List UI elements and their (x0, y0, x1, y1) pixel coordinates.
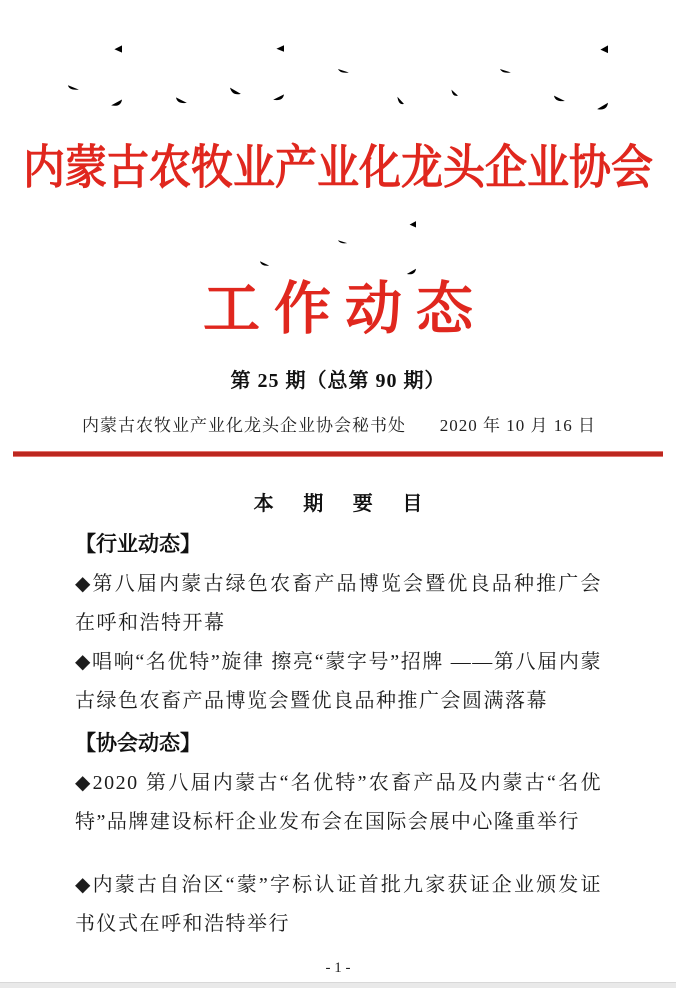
publisher-name: 内蒙古农牧业产业化龙头企业协会秘书处 (82, 416, 406, 436)
contents-heading: 本 期 要 目 (253, 493, 435, 516)
mongolian-word-icon (595, 44, 621, 114)
mongolian-word-icon (541, 44, 567, 104)
mongolian-word-icon (55, 44, 81, 92)
mongolian-word-icon (379, 44, 405, 132)
mongolian-word-icon (325, 44, 351, 76)
mongolian-word-icon (487, 44, 513, 76)
mongolian-word-icon (271, 44, 297, 104)
red-divider-rule (13, 451, 663, 457)
mongolian-word-icon (433, 44, 459, 120)
mongolian-word-icon (327, 220, 349, 246)
mongolian-word-icon (163, 44, 189, 106)
page-bottom-edge (0, 982, 676, 988)
mongolian-word-icon (109, 44, 135, 110)
section-title-industry: 【行业动态】 (75, 533, 201, 557)
mongolian-word-icon (249, 220, 271, 268)
mongolian-script-row-subtitle (0, 220, 676, 280)
page-number: - 1 - (325, 960, 351, 976)
toc-item: ◆第八届内蒙古绿色农畜产品博览会暨优良品种推广会在呼和浩特开幕 (75, 573, 602, 635)
organization-name: 内蒙古农牧业产业化龙头企业协会 (22, 143, 653, 195)
bulletin-title: 工作动态 (203, 278, 487, 342)
publisher-line (0, 411, 676, 436)
mongolian-word-icon (217, 44, 243, 100)
mongolian-word-icon (405, 220, 427, 278)
mongolian-script-row-top (0, 44, 676, 136)
toc-item: ◆内蒙古自治区“蒙”字标认证首批九家获证企业颁发证书仪式在呼和浩特举行 (75, 874, 602, 936)
toc-item: ◆唱响“名优特”旋律 擦亮“蒙字号”招牌 ——第八届内蒙古绿色农畜产品博览会暨优良品种推广会圆满落幕 (75, 651, 602, 713)
toc-item: ◆2020 第八届内蒙古“名优特”农畜产品及内蒙古“名优特”品牌建设标杆企业发布会在国际会展中心隆重举行 (75, 772, 602, 834)
publish-date: 2020 年 10 月 16 日 (439, 416, 596, 436)
issue-number-line: 第 25 期（总第 90 期） (230, 370, 446, 393)
section-title-association: 【协会动态】 (75, 732, 201, 756)
table-of-contents (0, 516, 676, 944)
